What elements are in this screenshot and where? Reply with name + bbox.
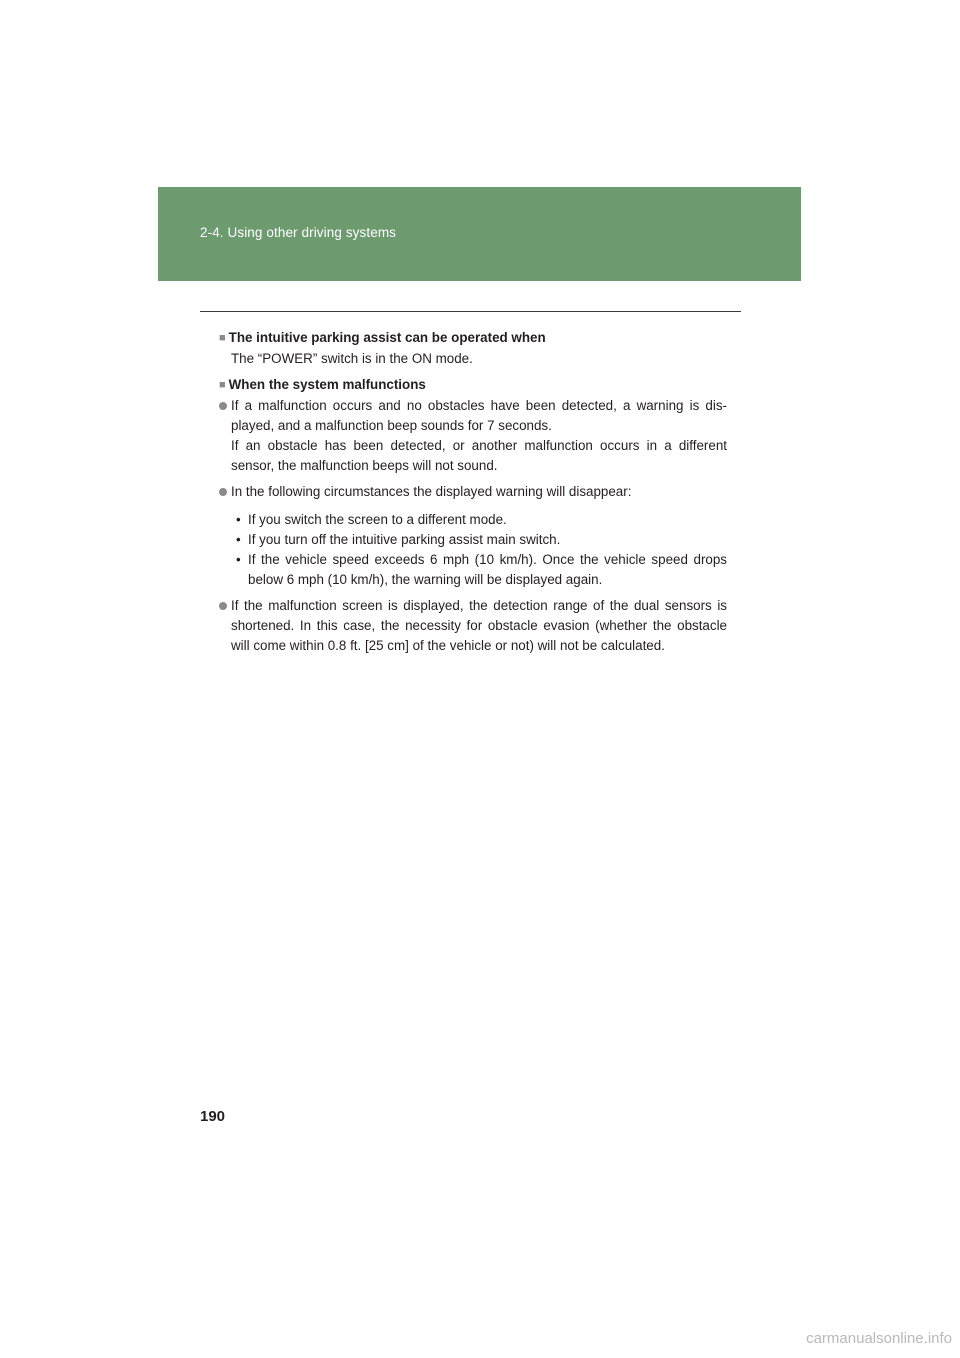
sub-list-item: • If you switch the screen to a different mode.	[236, 512, 507, 527]
section-heading-malfunction: ■ When the system malfunctions	[219, 377, 426, 392]
section-title: 2-4. Using other driving systems	[200, 225, 397, 240]
list-item: If a malfunction occurs and no obstacles have been detected, a warning is dis-played, and a malfunction beep sounds for 7 seconds. If an obstacle has been detected, or another malfunction occurs in a different sensor, the malfunction beeps will not sound.	[219, 396, 727, 476]
square-bullet-icon: ■	[219, 332, 226, 344]
page-number: 190	[200, 1108, 226, 1125]
list-item: If the malfunction screen is displayed, the detection range of the dual sensors is shortened. In this case, the necessity for obstacle evasion (whether the obstacle will come within 0.8 ft. [25 cm] of the vehicle or not) will not be calculated.	[219, 596, 727, 656]
list-item: In the following circumstances the displayed warning will disappear:	[219, 482, 727, 502]
circle-bullet-icon	[219, 488, 227, 496]
sub-list-item: • If you turn off the intuitive parking assist main switch.	[236, 532, 561, 547]
section-heading-operation: ■ The intuitive parking assist can be operated when	[219, 330, 546, 345]
circle-bullet-icon	[219, 402, 227, 410]
sub-list-item: • If the vehicle speed exceeds 6 mph (10 km/h). Once the vehicle speed drops below 6 mph (10 km/h), the warning will be displayed again.	[236, 552, 727, 587]
section-header-band	[158, 187, 801, 281]
page-content	[219, 328, 727, 656]
operation-text: The “POWER” switch is in the ON mode.	[231, 351, 473, 366]
divider-rule	[200, 311, 741, 312]
circle-bullet-icon	[219, 602, 227, 610]
watermark: carmanualsonline.info	[806, 1330, 952, 1347]
square-bullet-icon: ■	[219, 379, 226, 391]
